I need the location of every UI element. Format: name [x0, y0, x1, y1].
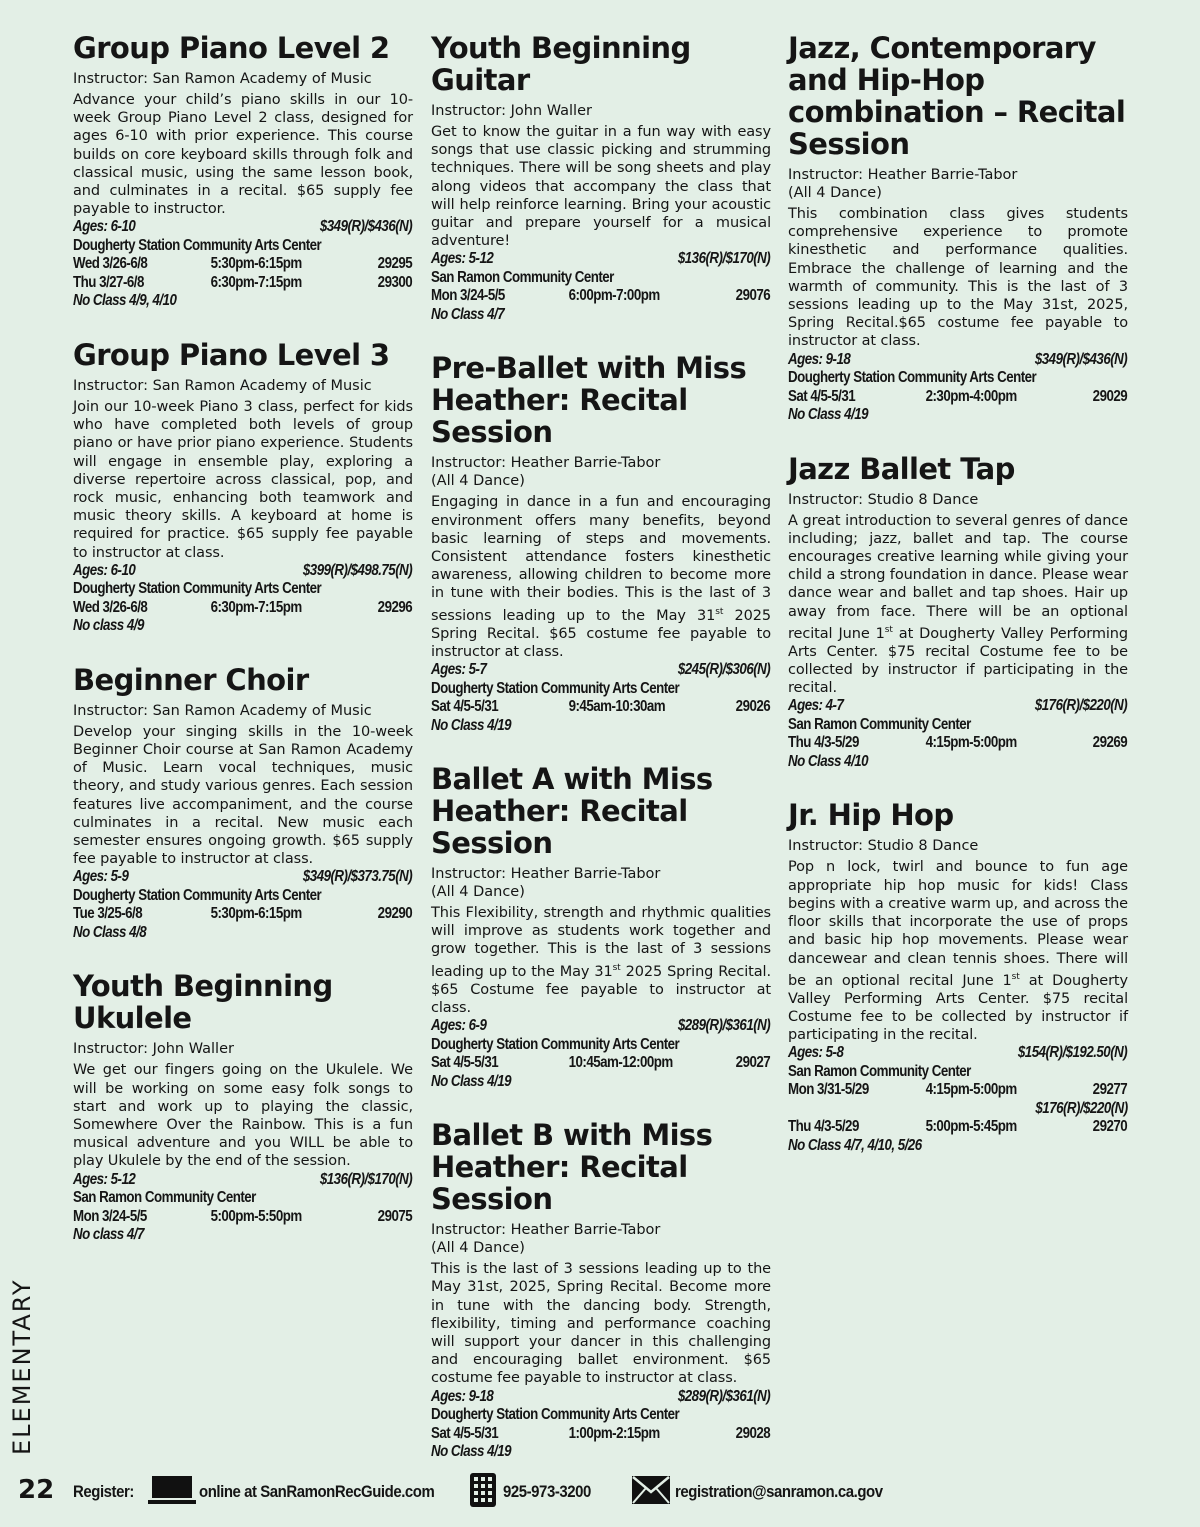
course-ages-price	[431, 1388, 770, 1407]
course-code[interactable]: 29075	[377, 1207, 413, 1225]
course-ages-price	[431, 1017, 770, 1036]
course-listing	[788, 32, 1128, 425]
session-time: 4:15pm-5:00pm	[925, 734, 1017, 752]
phone-number[interactable]: 925-973-3200	[503, 1482, 591, 1501]
session-time: 10:45am-12:00pm	[568, 1054, 673, 1072]
page-number: 22	[18, 1475, 55, 1505]
phone-keypad-icon	[470, 1473, 496, 1507]
course-description: This Flexibility, strength and rhythmic qualities will improve as students work together and grow together. This is the last of 3 sessions leading up to the May 31st 2025 Spring Recital. $65 Costume fee payable to instructor at class.	[431, 905, 771, 1016]
session-time: 1:00pm-2:15pm	[568, 1424, 660, 1442]
session-time: 6:00pm-7:00pm	[568, 287, 660, 305]
course-instructor: Instructor: Heather Barrie-Tabor	[431, 455, 661, 472]
session-days: Sat 4/5-5/31	[431, 1054, 499, 1072]
course-ages: Ages: 5-12	[73, 1170, 136, 1188]
session-days: Sat 4/5-5/31	[431, 1424, 499, 1442]
column-1	[73, 32, 413, 1273]
course-location: San Ramon Community Center	[431, 268, 614, 286]
course-ages-price	[73, 1171, 412, 1190]
course-ages: Ages: 9-18	[431, 1387, 494, 1405]
session-time: 9:45am-10:30am	[568, 698, 666, 716]
course-description: Engaging in dance in a fun and encouraging environment offers many benefits, beyond basic learning of steps and movements. Consistent attendance fosters kinesthetic awareness, allowing children to become more in tune with their bodies. This is the last of 3 sessions leading up to the May 31st 2025 Spring Recital. $65 costume fee payable to instructor at class.	[431, 494, 771, 660]
course-title: Group Piano Level 2	[73, 31, 390, 65]
course-session-row	[73, 274, 412, 293]
laptop-icon	[148, 1476, 196, 1506]
course-code[interactable]: 29027	[735, 1054, 771, 1072]
course-code[interactable]: 29269	[1092, 734, 1128, 752]
session-days: Sat 4/5-5/31	[788, 387, 856, 405]
course-ages-price	[788, 697, 1127, 716]
course-instructor-affiliation: (All 4 Dance)	[431, 1240, 525, 1257]
course-location: Dougherty Station Community Arts Center	[431, 679, 680, 697]
course-session-row	[788, 1118, 1127, 1137]
course-no-class-note: No Class 4/19	[431, 1072, 511, 1090]
course-location: Dougherty Station Community Arts Center	[431, 1035, 680, 1053]
course-code[interactable]: 29029	[1092, 387, 1128, 405]
course-listing	[788, 799, 1128, 1155]
course-ages-price	[788, 1044, 1127, 1063]
course-instructor: Instructor: Studio 8 Dance	[788, 838, 979, 855]
course-location: Dougherty Station Community Arts Center	[788, 369, 1037, 387]
course-listing	[788, 453, 1128, 772]
course-price: $289(R)/$361(N)	[677, 1017, 771, 1035]
session-price: $176(R)/$220(N)	[1035, 1099, 1128, 1117]
course-ages: Ages: 5-7	[431, 661, 487, 679]
course-listing	[73, 339, 413, 636]
course-session-row	[73, 255, 412, 274]
course-description: Advance your child’s piano skills in our 10-week Group Piano Level 2 class, designed for ages 6-10 with prior experience. This course builds on core keyboard skills through folk and classical music, using the same lesson book, and culminates in a recital. $65 supply fee payable to instructor.	[73, 92, 413, 218]
course-title: Group Piano Level 3	[73, 337, 390, 372]
course-instructor-affiliation: (All 4 Dance)	[431, 884, 525, 901]
course-title: Beginner Choir	[73, 662, 309, 697]
section-side-label: ELEMENTARY	[8, 1278, 36, 1455]
session-days: Wed 3/26-6/8	[73, 255, 148, 273]
course-price: $349(R)/$436(N)	[319, 218, 413, 236]
session-days: Thu 3/27-6/8	[73, 273, 144, 291]
course-instructor-affiliation: (All 4 Dance)	[431, 473, 525, 490]
course-session-row	[431, 1425, 770, 1444]
session-time: 5:30pm-6:15pm	[210, 905, 302, 923]
column-2	[431, 32, 771, 1490]
course-location: Dougherty Station Community Arts Center	[73, 236, 322, 254]
course-description: Join our 10-week Piano 3 class, perfect for kids who have completed both levels of group piano or have prior piano experience. Students will engage in ensemble play, exploring a diverse repertoire across classical, pop, and rock music, enhancing both teamwork and music theory skills. A keyboard at home is required for practice. $65 supply fee payable to instructor at class.	[73, 398, 413, 561]
course-title: Jr. Hip Hop	[788, 798, 954, 833]
session-days: Tue 3/25-6/8	[73, 905, 143, 923]
course-instructor-affiliation: (All 4 Dance)	[788, 185, 882, 201]
course-location: San Ramon Community Center	[73, 1189, 256, 1207]
course-listing	[73, 970, 413, 1244]
course-price: $349(R)/$436(N)	[1034, 350, 1128, 368]
course-instructor: Instructor: San Ramon Academy of Music	[73, 71, 372, 87]
course-title: Youth Beginning Ukulele	[73, 969, 333, 1036]
course-title: Jazz Ballet Tap	[788, 451, 1015, 486]
course-title: Pre-Ballet with Miss Heather: Recital Session	[431, 351, 747, 450]
course-session-row	[431, 287, 770, 306]
course-price: $399(R)/$498.75(N)	[302, 561, 413, 579]
course-no-class-note: No class 4/7	[73, 1226, 144, 1244]
course-ages-price	[73, 562, 412, 581]
session-days: Mon 3/24-5/5	[431, 287, 505, 305]
course-location: Dougherty Station Community Arts Center	[73, 580, 322, 598]
course-description: This is the last of 3 sessions leading up to the May 31st, 2025, Spring Recital. Become more in tune with the dancing body. Strength, flexibility, timing and performance coaching will support your dancer in this challenging and encouraging ballet environment. $65 costume fee payable to instructor at class.	[431, 1261, 771, 1387]
course-instructor: Instructor: Heather Barrie-Tabor	[431, 866, 661, 883]
course-title: Ballet A with Miss Heather: Recital Session	[431, 762, 713, 861]
course-title: Ballet B with Miss Heather: Recital Session	[431, 1118, 713, 1217]
course-price: $154(R)/$192.50(N)	[1017, 1044, 1128, 1062]
course-code[interactable]: 29028	[735, 1424, 771, 1442]
course-price: $289(R)/$361(N)	[677, 1387, 771, 1405]
course-description: Pop n lock, twirl and bounce to fun age appropriate hip hop music for kids! Class begins with a creative warm up, and across the floor skills that incorporate the use of props and basic hip hop movements. Please wear dancewear and clean tennis shoes. There will be an optional recital June 1st at Dougherty Valley Performing Arts Center. $75 recital Costume fee to be collected by instructor if participating in the recital.	[788, 859, 1128, 1044]
course-no-class-note: No Class 4/8	[73, 923, 147, 941]
course-ages-price	[788, 351, 1127, 370]
course-description: Develop your singing skills in the 10-week Beginner Choir course at San Ramon Academy of Music. Learn vocal techniques, music theory, and study various genres. Each session features live accompaniment, and the course culminates in a recital. New music each semester ensures ongoing growth. $65 supply fee payable to instructor at class.	[73, 723, 413, 868]
course-code[interactable]: 29295	[377, 255, 413, 273]
course-no-class-note: No Class 4/19	[431, 1443, 511, 1461]
course-instructor: Instructor: Heather Barrie-Tabor	[431, 1222, 661, 1239]
course-listing	[431, 763, 771, 1091]
course-ages-price	[73, 218, 412, 237]
course-session-row	[788, 1081, 1127, 1100]
course-ages-price	[73, 868, 412, 887]
course-price: $136(R)/$170(N)	[677, 250, 771, 268]
session-days: Wed 3/26-6/8	[73, 598, 148, 616]
course-ages: Ages: 5-12	[431, 250, 494, 268]
session-time: 5:00pm-5:50pm	[210, 1207, 302, 1225]
course-listing	[73, 664, 413, 943]
course-description: Get to know the guitar in a fun way with easy songs that use classic picking and strumming techniques. There will be song sheets and play along videos that accompany the class that will help reinforce learning. Bring your acoustic guitar and prepare yourself for a musical adventure!	[431, 124, 771, 250]
course-instructor: Instructor: San Ramon Academy of Music	[73, 377, 372, 394]
course-session-row	[788, 388, 1127, 407]
session-days: Mon 3/24-5/5	[73, 1207, 147, 1225]
course-description: A great introduction to several genres of dance including; jazz, ballet and tap. The course encourages creative learning while giving your child a strong foundation in dance. Please wear dance wear and ballet and tap shoes. Hair up away from face. There will be an optional recital June 1st at Dougherty Valley Performing Arts Center. $75 recital Costume fee to be collected by instructor if participating in the recital.	[788, 512, 1128, 697]
course-instructor: Instructor: Studio 8 Dance	[788, 491, 979, 508]
course-listing	[431, 352, 771, 735]
page-footer	[0, 1473, 1200, 1511]
course-listing	[73, 32, 413, 311]
course-session-row	[431, 1054, 770, 1073]
course-ages: Ages: 6-9	[431, 1017, 487, 1035]
course-ages-price	[431, 661, 770, 680]
session-time: 4:15pm-5:00pm	[925, 1081, 1017, 1099]
course-code[interactable]: 29300	[377, 273, 413, 291]
online-register-link[interactable]: online at SanRamonRecGuide.com	[199, 1482, 435, 1501]
course-code[interactable]: 29026	[735, 698, 771, 716]
course-code[interactable]: 29270	[1092, 1118, 1128, 1136]
register-label: Register:	[73, 1482, 134, 1501]
course-session-row	[73, 905, 412, 924]
course-no-class-note: No Class 4/7, 4/10, 5/26	[788, 1136, 922, 1154]
course-instructor: Instructor: San Ramon Academy of Music	[73, 702, 372, 719]
course-no-class-note: No Class 4/10	[788, 752, 868, 770]
course-price: $176(R)/$220(N)	[1034, 697, 1128, 715]
course-ages: Ages: 5-9	[73, 868, 129, 886]
course-ages: Ages: 4-7	[788, 697, 844, 715]
course-title: Youth Beginning Guitar	[431, 31, 691, 97]
course-ages-price	[431, 250, 770, 269]
course-no-class-note: No Class 4/9, 4/10	[73, 292, 177, 310]
course-description: This combination class gives students comprehensive experience to promote kinesthetic and performance qualities. Embrace the challenge of learning and the warmth of community. This is the last of 3 sessions leading up to the May 31st, 2025, Spring Recital.$65 costume fee payable to instructor at class.	[788, 206, 1128, 350]
course-no-class-note: No Class 4/19	[788, 406, 868, 424]
course-instructor: Instructor: John Waller	[431, 103, 592, 119]
course-location: Dougherty Station Community Arts Center	[73, 886, 322, 904]
course-instructor: Instructor: John Waller	[73, 1041, 234, 1058]
course-location: Dougherty Station Community Arts Center	[431, 1406, 680, 1424]
session-time: 6:30pm-7:15pm	[210, 598, 302, 616]
course-ages: Ages: 9-18	[788, 350, 851, 368]
course-no-class-note: No Class 4/19	[431, 716, 511, 734]
course-ages: Ages: 6-10	[73, 561, 136, 579]
course-listing	[431, 1119, 771, 1461]
course-code[interactable]: 29290	[377, 905, 413, 923]
course-no-class-note: No class 4/9	[73, 617, 144, 635]
email-link[interactable]: registration@sanramon.ca.gov	[675, 1482, 883, 1501]
course-price: $349(R)/$373.75(N)	[302, 868, 413, 886]
session-days: Thu 4/3-5/29	[788, 734, 859, 752]
course-code[interactable]: 29277	[1092, 1081, 1128, 1099]
course-session-row	[431, 698, 770, 717]
envelope-icon	[632, 1476, 670, 1504]
course-ages: Ages: 5-8	[788, 1044, 844, 1062]
course-listing	[431, 32, 771, 324]
course-description: We get our fingers going on the Ukulele. We will be working on some easy folk songs to start and work up to playing the classic, Somewhere Over the Rainbow. This is a fun musical adventure and you WILL be able to play Ukulele by the end of the session.	[73, 1062, 413, 1170]
column-3	[788, 32, 1128, 1183]
session-time: 2:30pm-4:00pm	[925, 387, 1017, 405]
course-ages: Ages: 6-10	[73, 218, 136, 236]
course-location: San Ramon Community Center	[788, 715, 971, 733]
course-session-row	[73, 1208, 412, 1227]
session-time: 5:30pm-6:15pm	[210, 255, 302, 273]
course-instructor: Instructor: Heather Barrie-Tabor	[788, 167, 1018, 183]
course-price: $136(R)/$170(N)	[319, 1170, 413, 1188]
session-time: 6:30pm-7:15pm	[210, 273, 302, 291]
session-days: Thu 4/3-5/29	[788, 1118, 859, 1136]
course-session-row	[788, 734, 1127, 753]
course-price: $245(R)/$306(N)	[677, 661, 771, 679]
course-no-class-note: No Class 4/7	[431, 305, 505, 323]
session-days: Sat 4/5-5/31	[431, 698, 499, 716]
course-session-row	[73, 599, 412, 618]
course-location: San Ramon Community Center	[788, 1062, 971, 1080]
session-days: Mon 3/31-5/29	[788, 1081, 869, 1099]
course-code[interactable]: 29296	[377, 598, 413, 616]
session-time: 5:00pm-5:45pm	[925, 1118, 1017, 1136]
course-code[interactable]: 29076	[735, 287, 771, 305]
course-title: Jazz, Contemporary and Hip-Hop combination – Recital Session	[788, 31, 1126, 161]
